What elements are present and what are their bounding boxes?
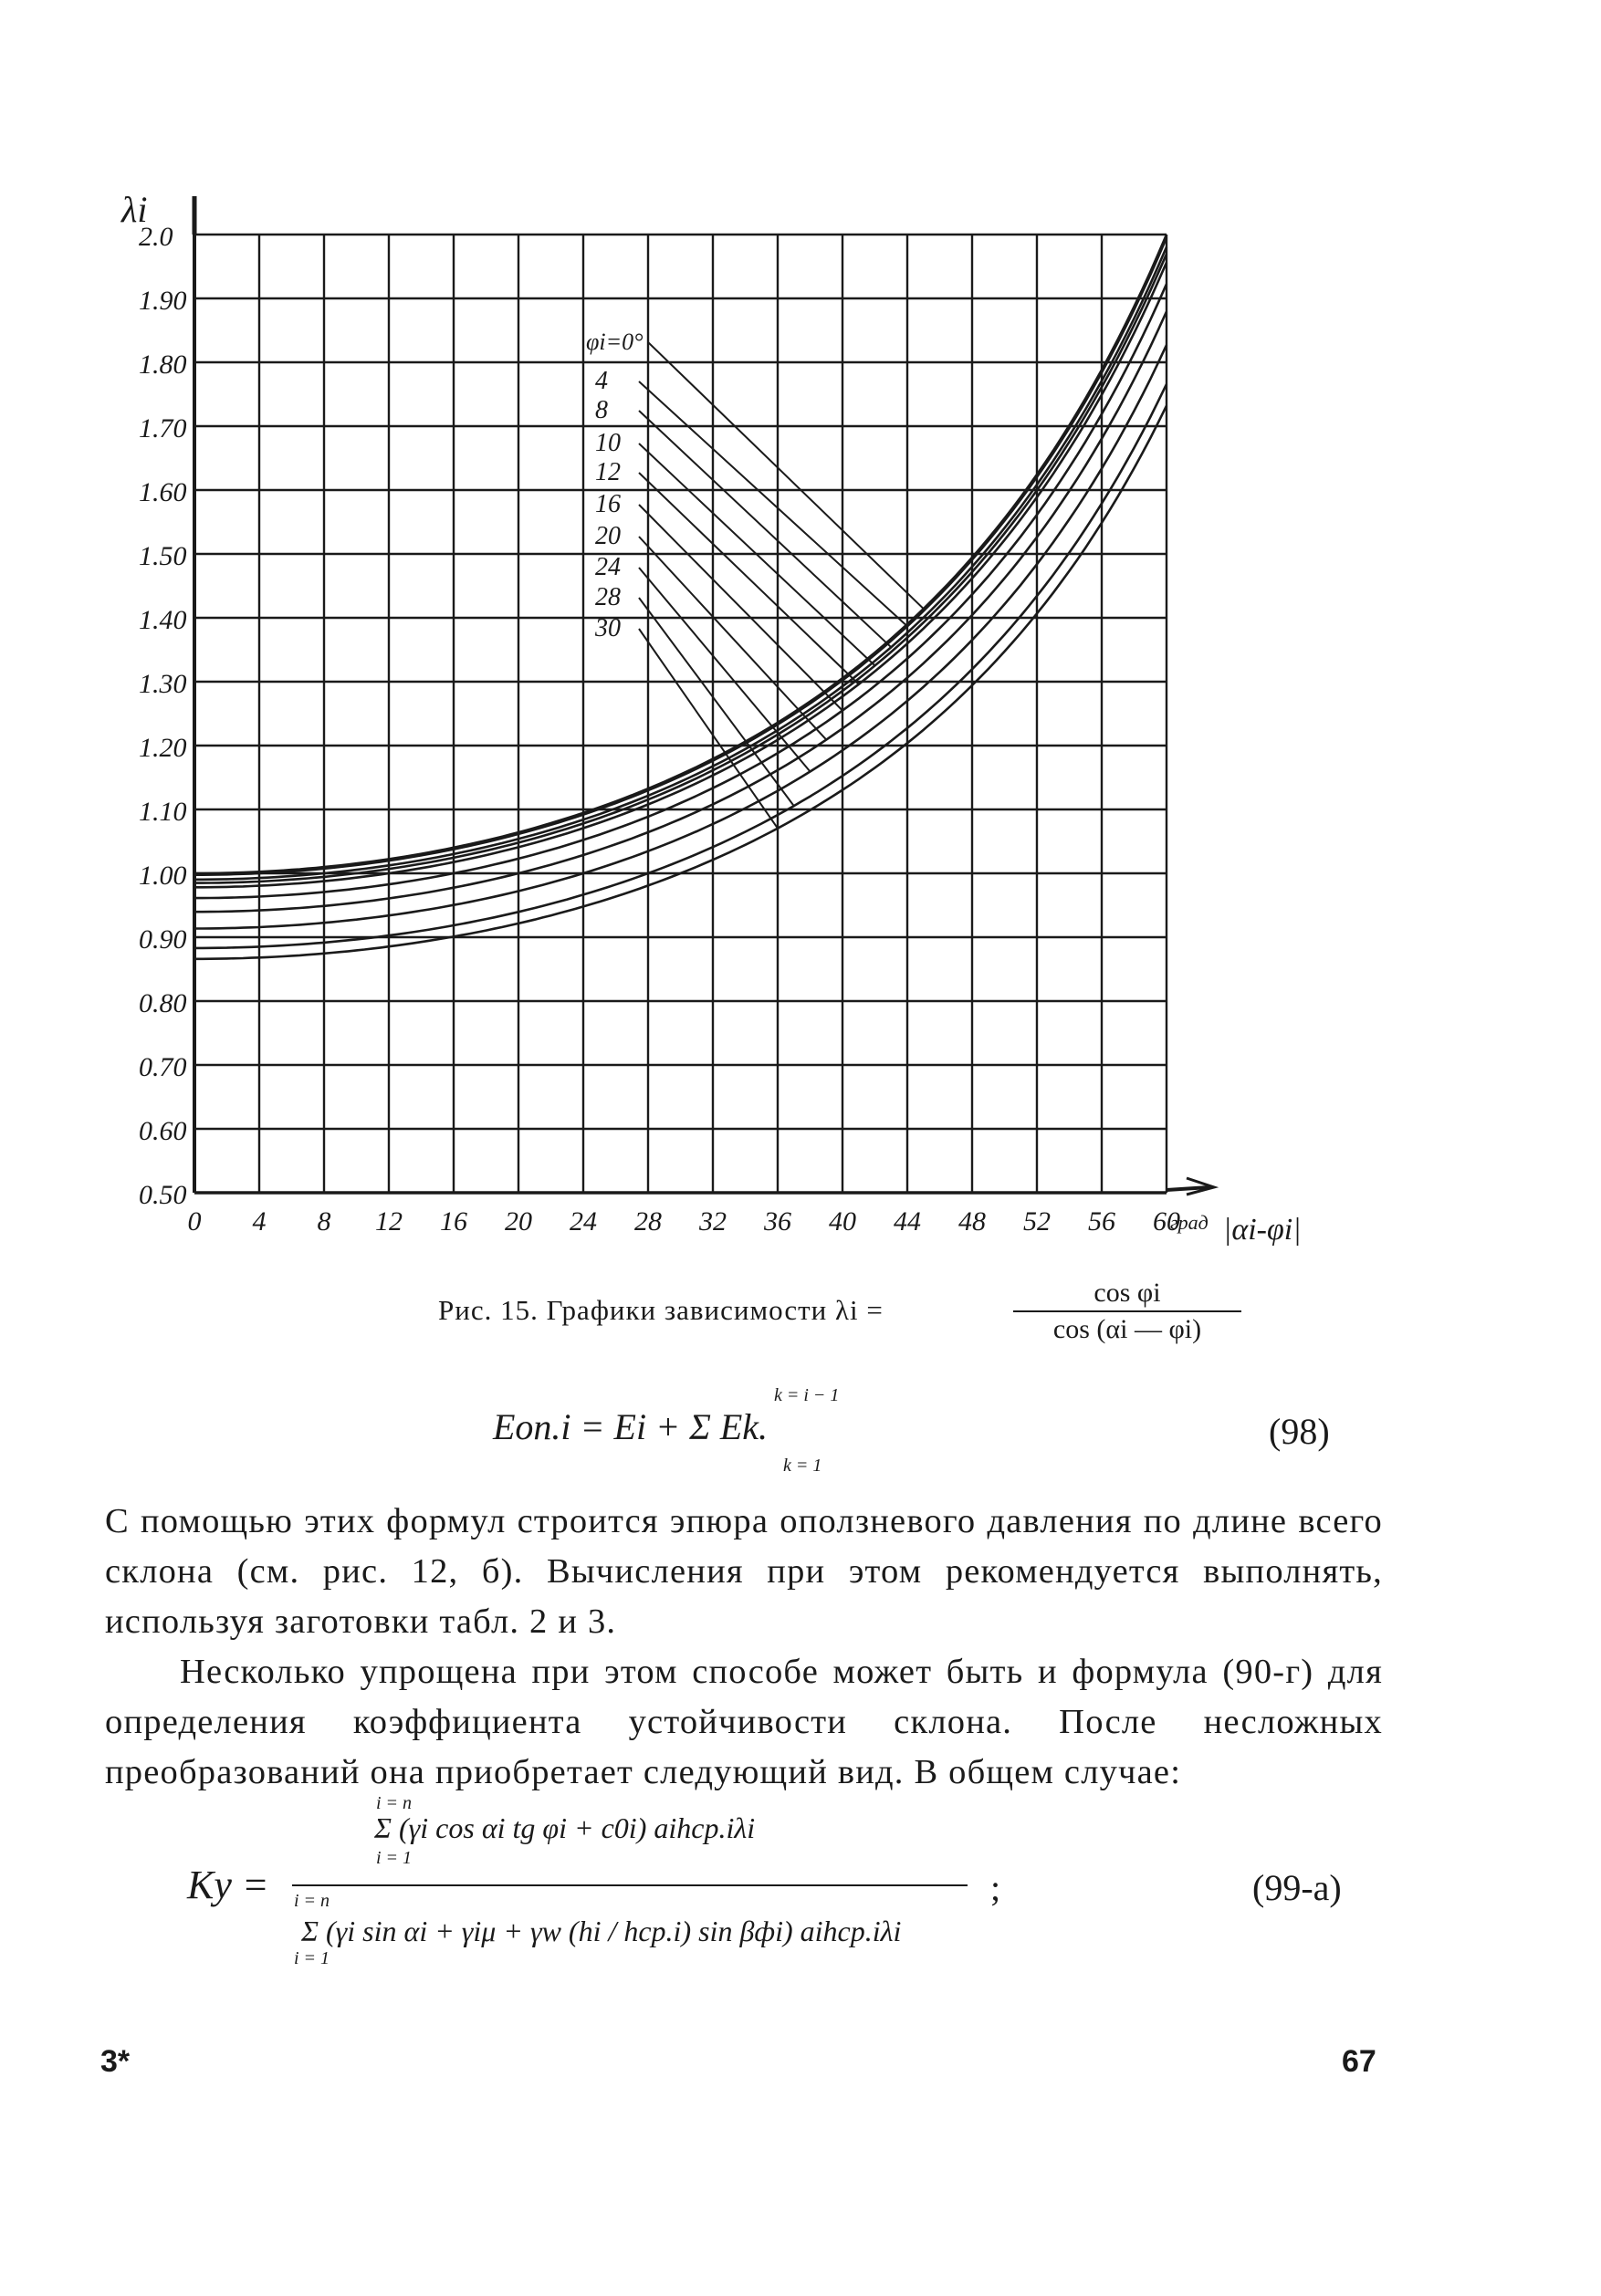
x-tick-label: 52	[1023, 1206, 1051, 1237]
y-tick-label: 1.50	[139, 541, 187, 571]
curve-label: 8	[595, 396, 608, 424]
chart-grid	[194, 196, 1214, 1195]
curve-label: 4	[595, 367, 608, 395]
x-tick-label: 36	[764, 1206, 791, 1237]
x-tick-label: 48	[958, 1206, 986, 1237]
x-tick-label: 24	[570, 1206, 597, 1237]
caption-text: Рис. 15. Графики зависимости λi =	[438, 1294, 884, 1326]
x-tick-label: 16	[440, 1206, 467, 1237]
chart-tick-labels	[139, 222, 1180, 1237]
curve-label-phi0: φi=0°	[586, 329, 644, 355]
y-tick-label: 1.80	[139, 350, 187, 380]
leader-line	[639, 381, 907, 626]
y-tick-label: 0.60	[139, 1116, 187, 1146]
x-tick-label: 32	[699, 1206, 727, 1237]
x-tick-label: 56	[1088, 1206, 1115, 1237]
x-tick-label: 40	[829, 1206, 856, 1237]
x-tick-label: 4	[252, 1206, 267, 1237]
y-tick-label: 1.30	[139, 669, 187, 699]
series-line-phi-16	[194, 284, 1167, 898]
curve-label: 24	[595, 553, 621, 581]
series-line-phi-20	[194, 311, 1167, 912]
x-tick-label: 60	[1153, 1206, 1180, 1237]
caption-denominator: cos (αi — φi)	[1052, 1314, 1202, 1344]
equation-99a-fraction-bar	[292, 1884, 968, 1886]
equation-99a-den-upper: i = n	[294, 1891, 330, 1911]
equation-99a-den-lower: i = 1	[294, 1948, 330, 1968]
x-tick-label: 20	[505, 1206, 532, 1237]
equation-99a-numerator: Σ (γi cos αi tg φi + c0i) aihср.iλi	[374, 1811, 756, 1844]
equation-98-lower: k = 1	[783, 1456, 822, 1476]
y-tick-label: 0.80	[139, 988, 187, 1018]
y-axis-label: λi	[121, 189, 148, 230]
leader-line	[639, 537, 826, 740]
y-tick-label: 2.0	[139, 222, 173, 252]
series-line-phi-12	[194, 263, 1167, 888]
curve-label: 12	[595, 458, 621, 486]
series-line-phi-28	[194, 384, 1167, 948]
equation-99a-num-upper: i = n	[376, 1793, 413, 1813]
x-axis-unit: град	[1170, 1211, 1209, 1234]
paragraph-1: С помощью этих формул строится эпюра оползневого давления по длине всего склона (см. рис. 12, б). Вычисления при этом рекомендуется выполнять, используя заготовки табл. 2 и 3.	[105, 1502, 1383, 1641]
y-tick-label: 1.40	[139, 605, 187, 635]
equation-99a-number: (99-а)	[1252, 1867, 1342, 1908]
y-tick-label: 0.50	[139, 1180, 187, 1210]
x-tick-label: 8	[317, 1206, 331, 1237]
curve-labels	[594, 367, 621, 642]
equation-99a-denominator: Σ (γi sin αi + γiμ + γw (hi / hср.i) sin βфi) aihср.iλi	[301, 1915, 902, 1947]
y-tick-label: 0.90	[139, 924, 187, 955]
chart-curves	[194, 235, 1167, 959]
series-line-phi-24	[194, 345, 1167, 929]
series-line-phi-10	[194, 254, 1167, 882]
y-tick-label: 1.70	[139, 413, 187, 444]
leader-line	[639, 568, 811, 771]
equation-98-number: (98)	[1269, 1411, 1330, 1452]
equation-99a-num-lower: i = 1	[376, 1848, 413, 1868]
equation-98	[493, 1405, 768, 1448]
caption-fraction	[1013, 1278, 1241, 1345]
curve-label: 10	[595, 429, 621, 457]
x-tick-label: 44	[894, 1206, 921, 1237]
y-tick-label: 1.60	[139, 477, 187, 507]
y-tick-label: 1.90	[139, 286, 187, 316]
x-tick-label: 0	[187, 1206, 202, 1237]
caption-numerator: cos φi	[1093, 1278, 1161, 1308]
equation-99a-semicolon: ;	[990, 1867, 1001, 1908]
curve-label: 30	[595, 614, 621, 642]
y-tick-label: 0.70	[139, 1052, 187, 1082]
x-tick-label: 28	[634, 1206, 662, 1237]
x-axis-label: |αi-φi|	[1223, 1213, 1302, 1247]
x-tick-label: 12	[375, 1206, 403, 1237]
curve-label: 20	[595, 522, 621, 550]
leader-line	[648, 342, 924, 609]
paragraph-2: Несколько упрощена при этом способе может быть и формула (90-г) для определения коэффициента устойчивости склона. После несложных преобразований она приобретает следующий вид. В общем случае:	[105, 1653, 1383, 1791]
signature-mark: 3*	[100, 2044, 131, 2079]
series-line-phi-4	[194, 237, 1167, 874]
leader-line	[639, 473, 859, 684]
figure-caption	[438, 1294, 884, 1327]
y-tick-label: 1.20	[139, 733, 187, 763]
y-tick-label: 1.10	[139, 797, 187, 827]
page-number: 67	[1342, 2044, 1376, 2079]
equation-98-upper: k = i − 1	[774, 1385, 840, 1405]
chart-leader-lines	[639, 342, 924, 829]
equation-98-body: Eоп.i = Ei + Σ Ek.	[493, 1406, 769, 1447]
curve-label: 16	[595, 490, 621, 518]
equation-99a-lhs: Kу =	[187, 1863, 269, 1907]
y-tick-label: 1.00	[139, 861, 187, 891]
curve-label: 28	[595, 583, 621, 611]
